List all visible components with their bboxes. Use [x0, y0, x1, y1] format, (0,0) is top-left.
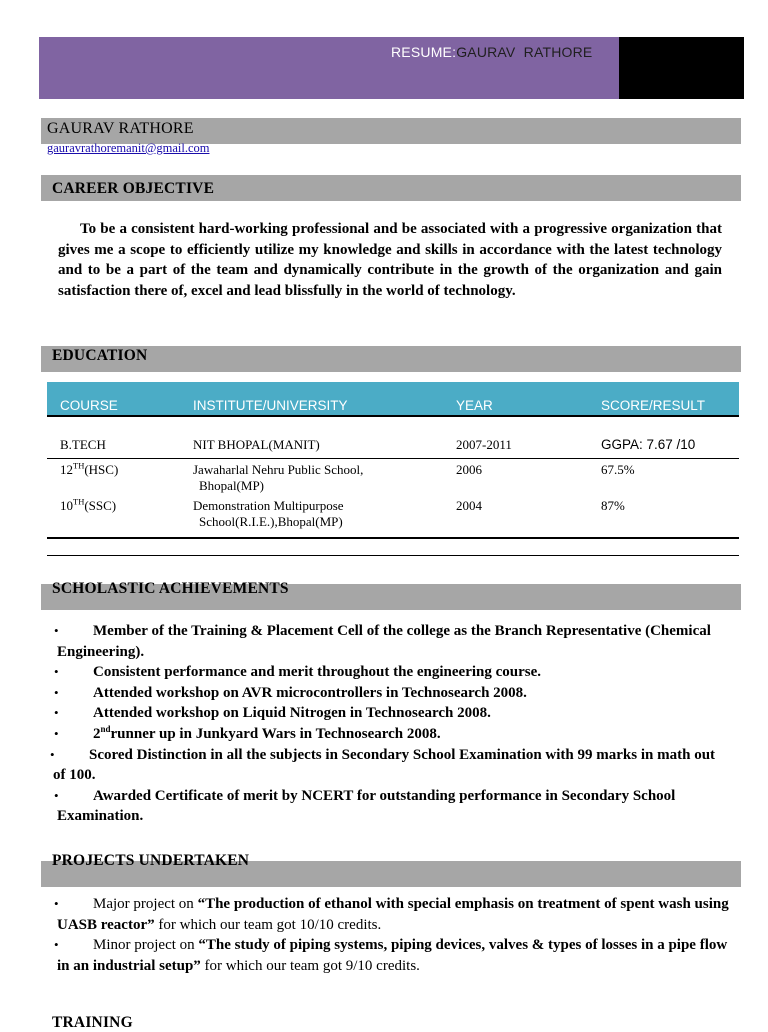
list-item: • 2ndrunner up in Junkyard Wars in Technosearch 2008. [54, 723, 441, 742]
banner-name: GAURAV RATHORE [456, 44, 593, 60]
row2-institute: Jawaharlal Nehru Public School, Bhopal(MP) [193, 462, 364, 493]
list-item: • Member of the Training & Placement Cell of the college as the Branch Representative (Chemical Engineering). [54, 623, 711, 660]
row3-year: 2004 [456, 498, 482, 513]
list-item: • Scored Distinction in all the subjects in Secondary School Examination with 99 marks in math out of 100. [50, 746, 716, 784]
horizontal-rule [47, 555, 739, 556]
banner-prefix: RESUME: [391, 44, 457, 60]
col-year: YEAR [456, 398, 493, 413]
row2-score: 67.5% [601, 462, 635, 477]
list-item: • Minor project on “The study of piping systems, piping devices, valves & types of losses in a pipe flow in an industrial setup” for which our team got 9/10 credits. [54, 937, 728, 974]
row3-course: 10TH(SSC) [60, 496, 117, 513]
education-title: EDUCATION [52, 347, 148, 364]
col-institute: INSTITUTE/UNIVERSITY [193, 398, 348, 413]
list-item: • Major project on “The production of ethanol with special emphasis on treatment of spent wash using UASB reactor” for which our team got 10/10 credits. [54, 896, 729, 933]
projects-title: PROJECTS UNDERTAKEN [52, 852, 250, 869]
row3-score: 87% [601, 498, 625, 513]
banner-title [391, 44, 592, 60]
col-score: SCORE/RESULT [601, 398, 706, 413]
row-separator [47, 458, 739, 459]
list-item: • Consistent performance and merit throughout the engineering course. [54, 664, 542, 681]
list-item: • Attended workshop on AVR microcontrollers in Technosearch 2008. [54, 684, 527, 701]
scholastic-list [50, 621, 729, 827]
row1-score: GGPA: 7.67 /10 [601, 437, 696, 452]
row1-institute: NIT BHOPAL(MANIT) [193, 437, 320, 452]
email-link[interactable]: gauravrathoremanit@gmail.com [47, 141, 210, 155]
career-objective-title: CAREER OBJECTIVE [52, 180, 215, 197]
row1-year: 2007-2011 [456, 437, 512, 452]
banner-black-block [619, 37, 744, 99]
table-header-border [47, 415, 739, 417]
career-objective-text: To be a consistent hard-working professional and be associated with a progressive organization that gives me a scope to efficiently utilize my knowledge and skills in accordance with the latest technology and to be a part of the team and dynamically contribute in the growth of the organization and gain satisfaction there of, excel and lead blissfully in the world of technology. [58, 221, 722, 299]
list-item: • Attended workshop on Liquid Nitrogen in Technosearch 2008. [54, 705, 491, 722]
row2-course: 12TH(HSC) [60, 460, 119, 477]
list-item: • Awarded Certificate of merit by NCERT for outstanding performance in Secondary School Examination. [54, 787, 676, 825]
projects-list [54, 894, 729, 976]
row3-institute: Demonstration Multipurpose School(R.I.E.),Bhopal(MP) [193, 498, 344, 529]
scholastic-title: SCHOLASTIC ACHIEVEMENTS [52, 580, 289, 597]
candidate-name: GAURAV RATHORE [47, 120, 194, 137]
table-bottom-border [47, 537, 739, 539]
row1-course: B.TECH [60, 437, 106, 452]
col-course: COURSE [60, 398, 118, 413]
row2-year: 2006 [456, 462, 482, 477]
training-title: TRAINING [52, 1014, 133, 1031]
